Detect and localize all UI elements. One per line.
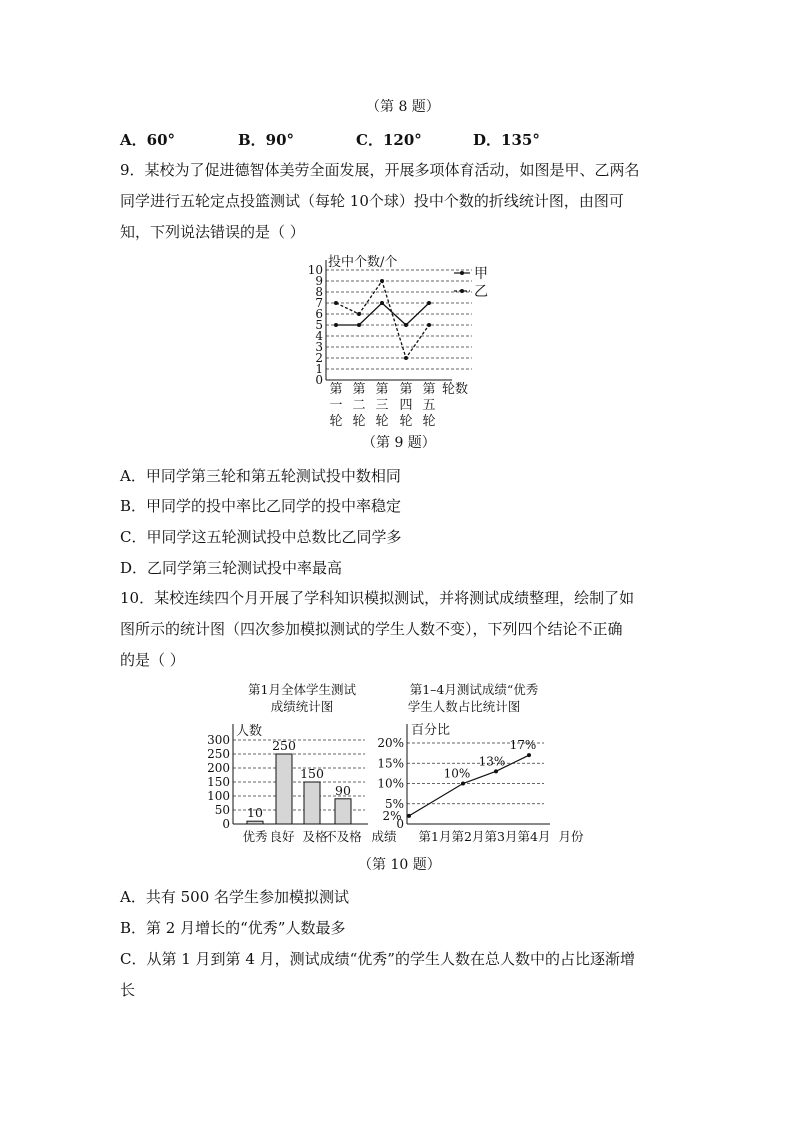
legend-label-甲: 甲 — [474, 266, 488, 282]
data-label: 10 — [247, 805, 263, 821]
y-axis-label: 人数 — [236, 724, 263, 739]
bar-优秀 — [247, 821, 263, 824]
data-point — [527, 753, 531, 757]
x-axis-label: 轮数 — [442, 382, 469, 397]
data-label: 250 — [272, 738, 296, 753]
y-tick-label: 1 — [315, 362, 323, 376]
q10-caption: （第 10 题） — [358, 857, 441, 873]
x-tick-label: 轮 — [352, 414, 366, 429]
chart-title-line-1: 第1月全体学生测试 — [248, 682, 356, 697]
y-tick-label: 20% — [377, 736, 404, 750]
data-label: 150 — [300, 766, 324, 781]
series-line — [409, 755, 529, 816]
data-label: 2% — [382, 808, 402, 823]
x-axis-label: 月份 — [558, 829, 584, 844]
x-tick-label: 三 — [375, 398, 389, 413]
y-tick-label: 0 — [396, 817, 404, 831]
chart-q9-line — [300, 252, 500, 430]
legend-label-乙: 乙 — [474, 284, 488, 300]
q8-option-d: D．135° — [473, 131, 540, 149]
data-point-甲 — [380, 301, 384, 305]
x-tick-label: 轮 — [329, 414, 343, 429]
q10-option-c-cont: 长 — [120, 981, 136, 999]
q9-caption: （第 9 题） — [362, 435, 436, 451]
data-point-乙 — [427, 323, 431, 327]
bar-良好 — [276, 754, 292, 824]
y-tick-label: 100 — [207, 789, 230, 803]
y-tick-label: 8 — [315, 285, 323, 299]
y-tick-label: 7 — [315, 296, 323, 310]
x-tick-label: 优秀 — [242, 829, 268, 844]
data-label: 90 — [335, 782, 351, 798]
x-tick-label: 第 — [375, 382, 389, 397]
data-point-乙 — [380, 279, 384, 283]
x-tick-label: 第 — [352, 382, 366, 397]
data-label: 17% — [509, 738, 537, 753]
y-tick-label: 300 — [207, 733, 230, 747]
x-tick-label: 第4月 — [517, 829, 551, 844]
q10-option-c: C．从第 1 月到第 4 月，测试成绩“优秀”的学生人数在总人数中的占比逐渐增 — [120, 950, 635, 968]
q10-stem-line-3: 的是（ ） — [120, 651, 185, 669]
y-tick-label: 10% — [377, 776, 404, 791]
series-line-乙 — [336, 281, 429, 358]
x-tick-label: 第 — [329, 382, 343, 397]
y-tick-label: 9 — [315, 274, 323, 288]
y-tick-label: 0 — [222, 817, 230, 831]
chart-title-line-1: 第1–4月测试成绩“优秀 — [409, 682, 539, 697]
x-tick-label: 第 — [422, 382, 436, 397]
y-tick-label: 2 — [315, 351, 323, 365]
bar-不及格 — [335, 799, 351, 824]
q8-option-a: A．60° — [120, 131, 176, 149]
q9-option-c: C．甲同学这五轮测试投中总数比乙同学多 — [120, 528, 402, 546]
data-point-甲 — [357, 323, 361, 327]
y-tick-label: 3 — [315, 340, 323, 354]
q8-caption: （第 8 题） — [366, 99, 440, 115]
y-tick-label: 15% — [377, 756, 404, 771]
q10-stem-line-2: 图所示的统计图（四次参加模拟测试的学生人数不变），下列四个结论不正确 — [120, 620, 623, 638]
data-label: 13% — [478, 754, 506, 769]
y-tick-label: 5% — [384, 796, 404, 811]
data-point — [461, 782, 465, 786]
data-point-乙 — [404, 356, 408, 360]
chart-title-line-2: 成绩统计图 — [270, 699, 334, 714]
y-tick-label: 6 — [315, 307, 323, 321]
y-axis-label: 投中个数/个 — [328, 255, 398, 270]
q10-option-a: A．共有 500 名学生参加模拟测试 — [120, 888, 350, 906]
x-tick-label: 轮 — [399, 414, 413, 429]
chart-title-line-2: 学生人数占比统计图 — [407, 699, 521, 714]
x-tick-label: 第2月 — [451, 829, 485, 844]
q9-option-a: A．甲同学第三轮和第五轮测试投中数相同 — [120, 467, 401, 485]
q9-stem-line-2: 同学进行五轮定点投篮测试（每轮 10个球）投中个数的折线统计图，由图可 — [120, 192, 624, 210]
x-axis-label: 成绩 — [371, 829, 397, 844]
x-tick-label: 不及格 — [324, 829, 362, 844]
y-tick-label: 50 — [214, 803, 230, 817]
data-point-甲 — [427, 301, 431, 305]
data-point-甲 — [404, 323, 408, 327]
q9-option-d: D．乙同学第三轮测试投中率最高 — [120, 559, 343, 577]
y-axis-label: 百分比 — [411, 723, 451, 738]
x-tick-label: 轮 — [375, 414, 389, 429]
data-label: 10% — [443, 766, 471, 781]
x-tick-label: 第 — [399, 382, 413, 397]
q9-stem-line-1: 9．某校为了促进德智体美劳全面发展，开展多项体育活动，如图是甲、乙两名 — [120, 161, 640, 179]
x-tick-label: 一 — [329, 398, 343, 413]
y-tick-label: 200 — [207, 761, 230, 775]
y-tick-label: 250 — [207, 747, 230, 761]
data-point — [407, 814, 411, 818]
x-tick-label: 二 — [352, 398, 366, 413]
q8-option-b: B．90° — [238, 131, 295, 149]
q9-option-b: B．甲同学的投中率比乙同学的投中率稳定 — [120, 497, 402, 515]
data-point-甲 — [334, 323, 338, 327]
legend-marker-乙 — [460, 289, 464, 293]
legend-marker-甲 — [460, 271, 464, 275]
x-tick-label: 第3月 — [484, 829, 518, 844]
x-tick-label: 轮 — [422, 414, 436, 429]
q10-stem-line-1: 10．某校连续四个月开展了学科知识模拟测试，并将测试成绩整理，绘制了如 — [120, 589, 635, 607]
y-tick-label: 150 — [207, 775, 230, 789]
bar-及格 — [304, 782, 320, 824]
data-point-乙 — [334, 301, 338, 305]
chart-q10-line — [372, 680, 594, 850]
y-tick-label: 4 — [315, 329, 323, 343]
q8-option-c: C．120° — [356, 131, 422, 149]
y-tick-label: 0 — [315, 373, 323, 387]
q10-option-b: B．第 2 月增长的“优秀”人数最多 — [120, 919, 346, 937]
data-point-乙 — [357, 312, 361, 316]
q9-stem-line-3: 知，下列说法错误的是（ ） — [120, 223, 305, 241]
x-tick-label: 良好 — [269, 829, 295, 844]
x-tick-label: 四 — [399, 398, 413, 413]
x-tick-label: 五 — [422, 398, 436, 413]
y-tick-label: 5 — [315, 318, 323, 332]
x-tick-label: 及格 — [302, 829, 328, 844]
y-tick-label: 10 — [307, 263, 323, 277]
data-point — [494, 769, 498, 773]
x-tick-label: 第1月 — [418, 829, 452, 844]
